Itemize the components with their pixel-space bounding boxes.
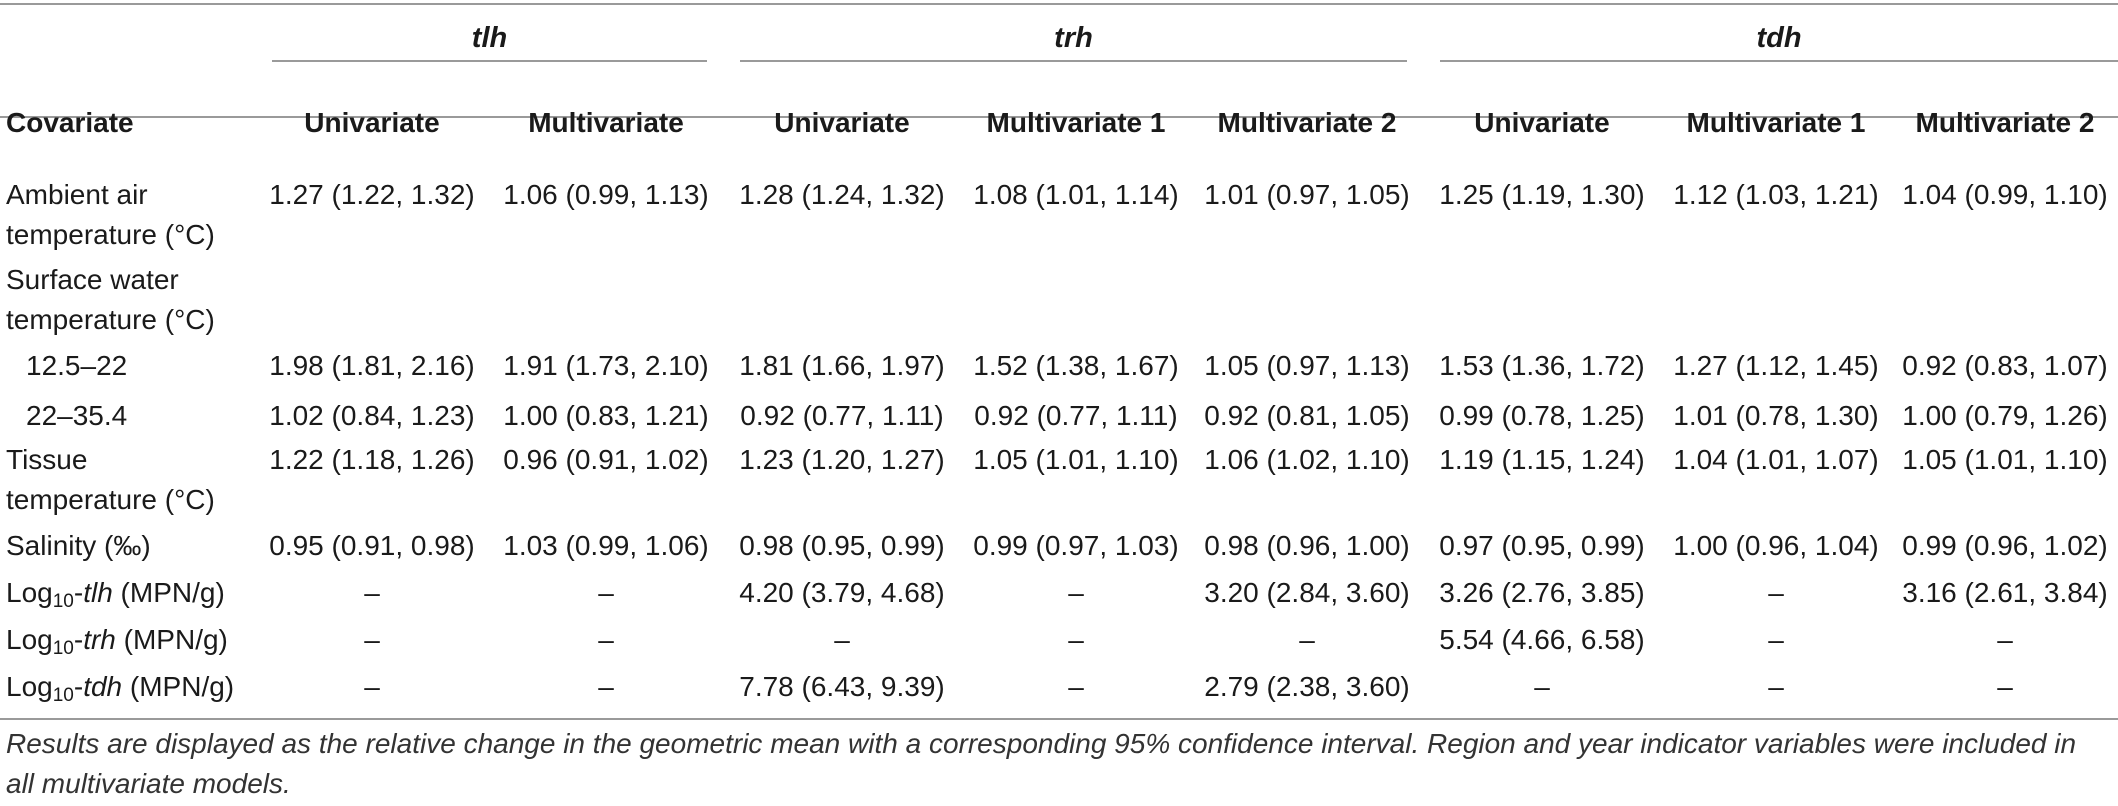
row-label-log-trh xyxy=(6,620,228,660)
unit: (MPN/g) xyxy=(112,577,225,608)
table-cell-log-tlh-col5: 3.20 (2.84, 3.60) xyxy=(1204,577,1410,608)
table-cell-tissue-col1: 1.22 (1.18, 1.26) xyxy=(269,444,475,475)
gene-name: tdh xyxy=(83,671,123,702)
unit: (MPN/g) xyxy=(122,671,235,702)
table-cell-range2-col1: 1.02 (0.84, 1.23) xyxy=(269,400,475,431)
table-cell-log-tdh-col1: – xyxy=(364,671,380,702)
table-cell-log-tlh-col6: 3.26 (2.76, 3.85) xyxy=(1439,577,1645,608)
log-dash: - xyxy=(73,577,84,608)
column-header-trh-multivariate-1: Multivariate 1 xyxy=(986,107,1166,138)
table-cell-salinity-col5: 0.98 (0.96, 1.00) xyxy=(1204,530,1410,561)
row-label-tissue-line2: temperature (°C) xyxy=(6,484,215,515)
table-cell-range1-col5: 1.05 (0.97, 1.13) xyxy=(1204,350,1410,381)
row-label-ambient-line2: temperature (°C) xyxy=(6,219,215,250)
table-cell-range1-col6: 1.53 (1.36, 1.72) xyxy=(1439,350,1645,381)
table-cell-log-trh-col1: – xyxy=(364,624,380,655)
gene-name: tlh xyxy=(83,577,113,608)
row-label-log-tdh xyxy=(6,667,234,707)
table-cell-ambient-col1: 1.27 (1.22, 1.32) xyxy=(269,179,475,210)
table-cell-ambient-col2: 1.06 (0.99, 1.13) xyxy=(503,179,709,210)
table-cell-range1-col4: 1.52 (1.38, 1.67) xyxy=(973,350,1179,381)
table-cell-salinity-col3: 0.98 (0.95, 0.99) xyxy=(739,530,945,561)
table-cell-ambient-col3: 1.28 (1.24, 1.32) xyxy=(739,179,945,210)
group-header-tdh: tdh xyxy=(1756,22,1802,54)
table-cell-salinity-col1: 0.95 (0.91, 0.98) xyxy=(269,530,475,561)
row-label-tissue-line1: Tissue xyxy=(6,444,88,475)
row-label-range-12-22: 12.5–22 xyxy=(26,350,128,381)
row-label-ambient-line1: Ambient air xyxy=(6,179,148,210)
table-top-rule xyxy=(0,3,2118,5)
table-bottom-rule xyxy=(0,718,2118,720)
table-cell-log-tlh-col3: 4.20 (3.79, 4.68) xyxy=(739,577,945,608)
table-cell-log-tdh-col4: – xyxy=(1068,671,1084,702)
table-cell-log-trh-col4: – xyxy=(1068,624,1084,655)
log-subscript: 10 xyxy=(52,638,74,659)
column-header-tdh-multivariate-1: Multivariate 1 xyxy=(1686,107,1866,138)
table-cell-salinity-col6: 0.97 (0.95, 0.99) xyxy=(1439,530,1645,561)
tdh-group-rule xyxy=(1440,60,2118,62)
column-header-trh-multivariate-2: Multivariate 2 xyxy=(1217,107,1397,138)
table-cell-log-tdh-col7: – xyxy=(1768,671,1784,702)
row-label-log-tlh xyxy=(6,573,225,613)
row-label-range-22-35: 22–35.4 xyxy=(26,400,128,431)
table-cell-range1-col8: 0.92 (0.83, 1.07) xyxy=(1902,350,2108,381)
table-cell-log-tdh-col3: 7.78 (6.43, 9.39) xyxy=(739,671,945,702)
table-cell-tissue-col6: 1.19 (1.15, 1.24) xyxy=(1439,444,1645,475)
table-cell-range2-col2: 1.00 (0.83, 1.21) xyxy=(503,400,709,431)
table-cell-log-tlh-col8: 3.16 (2.61, 3.84) xyxy=(1902,577,2108,608)
table-cell-log-trh-col2: – xyxy=(598,624,614,655)
table-cell-range1-col2: 1.91 (1.73, 2.10) xyxy=(503,350,709,381)
table-cell-range2-col6: 0.99 (0.78, 1.25) xyxy=(1439,400,1645,431)
column-header-tdh-multivariate-2: Multivariate 2 xyxy=(1915,107,2095,138)
row-label-salinity: Salinity (‰) xyxy=(6,530,151,561)
log-prefix: Log xyxy=(6,624,53,655)
column-header-tdh-univariate: Univariate xyxy=(1474,107,1610,138)
table-cell-ambient-col8: 1.04 (0.99, 1.10) xyxy=(1902,179,2108,210)
table-cell-salinity-col4: 0.99 (0.97, 1.03) xyxy=(973,530,1179,561)
table-cell-salinity-col7: 1.00 (0.96, 1.04) xyxy=(1673,530,1879,561)
table-cell-log-tlh-col7: – xyxy=(1768,577,1784,608)
table-cell-log-tlh-col1: – xyxy=(364,577,380,608)
row-label-surface-line1: Surface water xyxy=(6,264,179,295)
table-cell-log-trh-col5: – xyxy=(1299,624,1315,655)
log-dash: - xyxy=(73,624,84,655)
table-cell-range2-col7: 1.01 (0.78, 1.30) xyxy=(1673,400,1879,431)
table-cell-range2-col5: 0.92 (0.81, 1.05) xyxy=(1204,400,1410,431)
gene-name: trh xyxy=(83,624,116,655)
table-cell-tissue-col5: 1.06 (1.02, 1.10) xyxy=(1204,444,1410,475)
group-header-trh: trh xyxy=(1054,22,1093,54)
column-header-tlh-multivariate: Multivariate xyxy=(528,107,684,138)
table-cell-salinity-col2: 1.03 (0.99, 1.06) xyxy=(503,530,709,561)
table-cell-ambient-col4: 1.08 (1.01, 1.14) xyxy=(973,179,1179,210)
table-cell-range2-col3: 0.92 (0.77, 1.11) xyxy=(740,400,944,431)
group-header-tlh: tlh xyxy=(471,22,508,54)
table-cell-log-tdh-col8: – xyxy=(1997,671,2013,702)
column-header-trh-univariate: Univariate xyxy=(774,107,910,138)
unit: (MPN/g) xyxy=(115,624,228,655)
log-subscript: 10 xyxy=(52,591,74,612)
table-cell-range1-col7: 1.27 (1.12, 1.45) xyxy=(1673,350,1879,381)
table-cell-log-tlh-col4: – xyxy=(1068,577,1084,608)
table-cell-tissue-col4: 1.05 (1.01, 1.10) xyxy=(973,444,1179,475)
table-cell-ambient-col7: 1.12 (1.03, 1.21) xyxy=(1673,179,1879,210)
table-cell-salinity-col8: 0.99 (0.96, 1.02) xyxy=(1902,530,2108,561)
log-prefix: Log xyxy=(6,671,53,702)
table-cell-log-tdh-col5: 2.79 (2.38, 3.60) xyxy=(1204,671,1410,702)
table-cell-log-trh-col7: – xyxy=(1768,624,1784,655)
table-cell-ambient-col6: 1.25 (1.19, 1.30) xyxy=(1439,179,1645,210)
table-cell-range2-col8: 1.00 (0.79, 1.26) xyxy=(1902,400,2108,431)
row-label-surface-line2: temperature (°C) xyxy=(6,304,215,335)
table-cell-tissue-col3: 1.23 (1.20, 1.27) xyxy=(739,444,945,475)
table-cell-range2-col4: 0.92 (0.77, 1.11) xyxy=(974,400,1178,431)
table-cell-tissue-col7: 1.04 (1.01, 1.07) xyxy=(1673,444,1879,475)
log-dash: - xyxy=(73,671,84,702)
tlh-group-rule xyxy=(272,60,707,62)
table-cell-tissue-col2: 0.96 (0.91, 1.02) xyxy=(503,444,709,475)
table-cell-log-tdh-col6: – xyxy=(1534,671,1550,702)
table-cell-log-tlh-col2: – xyxy=(598,577,614,608)
table-footnote: Results are displayed as the relative change in the geometric mean with a corresponding 95% confidence interval. Region and year indicator variables were included in all multivariate models. xyxy=(6,728,2077,799)
table-cell-log-tdh-col2: – xyxy=(598,671,614,702)
log-subscript: 10 xyxy=(52,685,74,706)
log-prefix: Log xyxy=(6,577,53,608)
table-cell-log-trh-col3: – xyxy=(834,624,850,655)
column-header-tlh-univariate: Univariate xyxy=(304,107,440,138)
table-cell-range1-col3: 1.81 (1.66, 1.97) xyxy=(739,350,945,381)
table-cell-ambient-col5: 1.01 (0.97, 1.05) xyxy=(1204,179,1410,210)
table-cell-tissue-col8: 1.05 (1.01, 1.10) xyxy=(1902,444,2108,475)
trh-group-rule xyxy=(740,60,1407,62)
table-cell-log-trh-col8: – xyxy=(1997,624,2013,655)
table-cell-log-trh-col6: 5.54 (4.66, 6.58) xyxy=(1439,624,1645,655)
table-cell-range1-col1: 1.98 (1.81, 2.16) xyxy=(269,350,475,381)
column-header-covariate: Covariate xyxy=(6,107,134,138)
